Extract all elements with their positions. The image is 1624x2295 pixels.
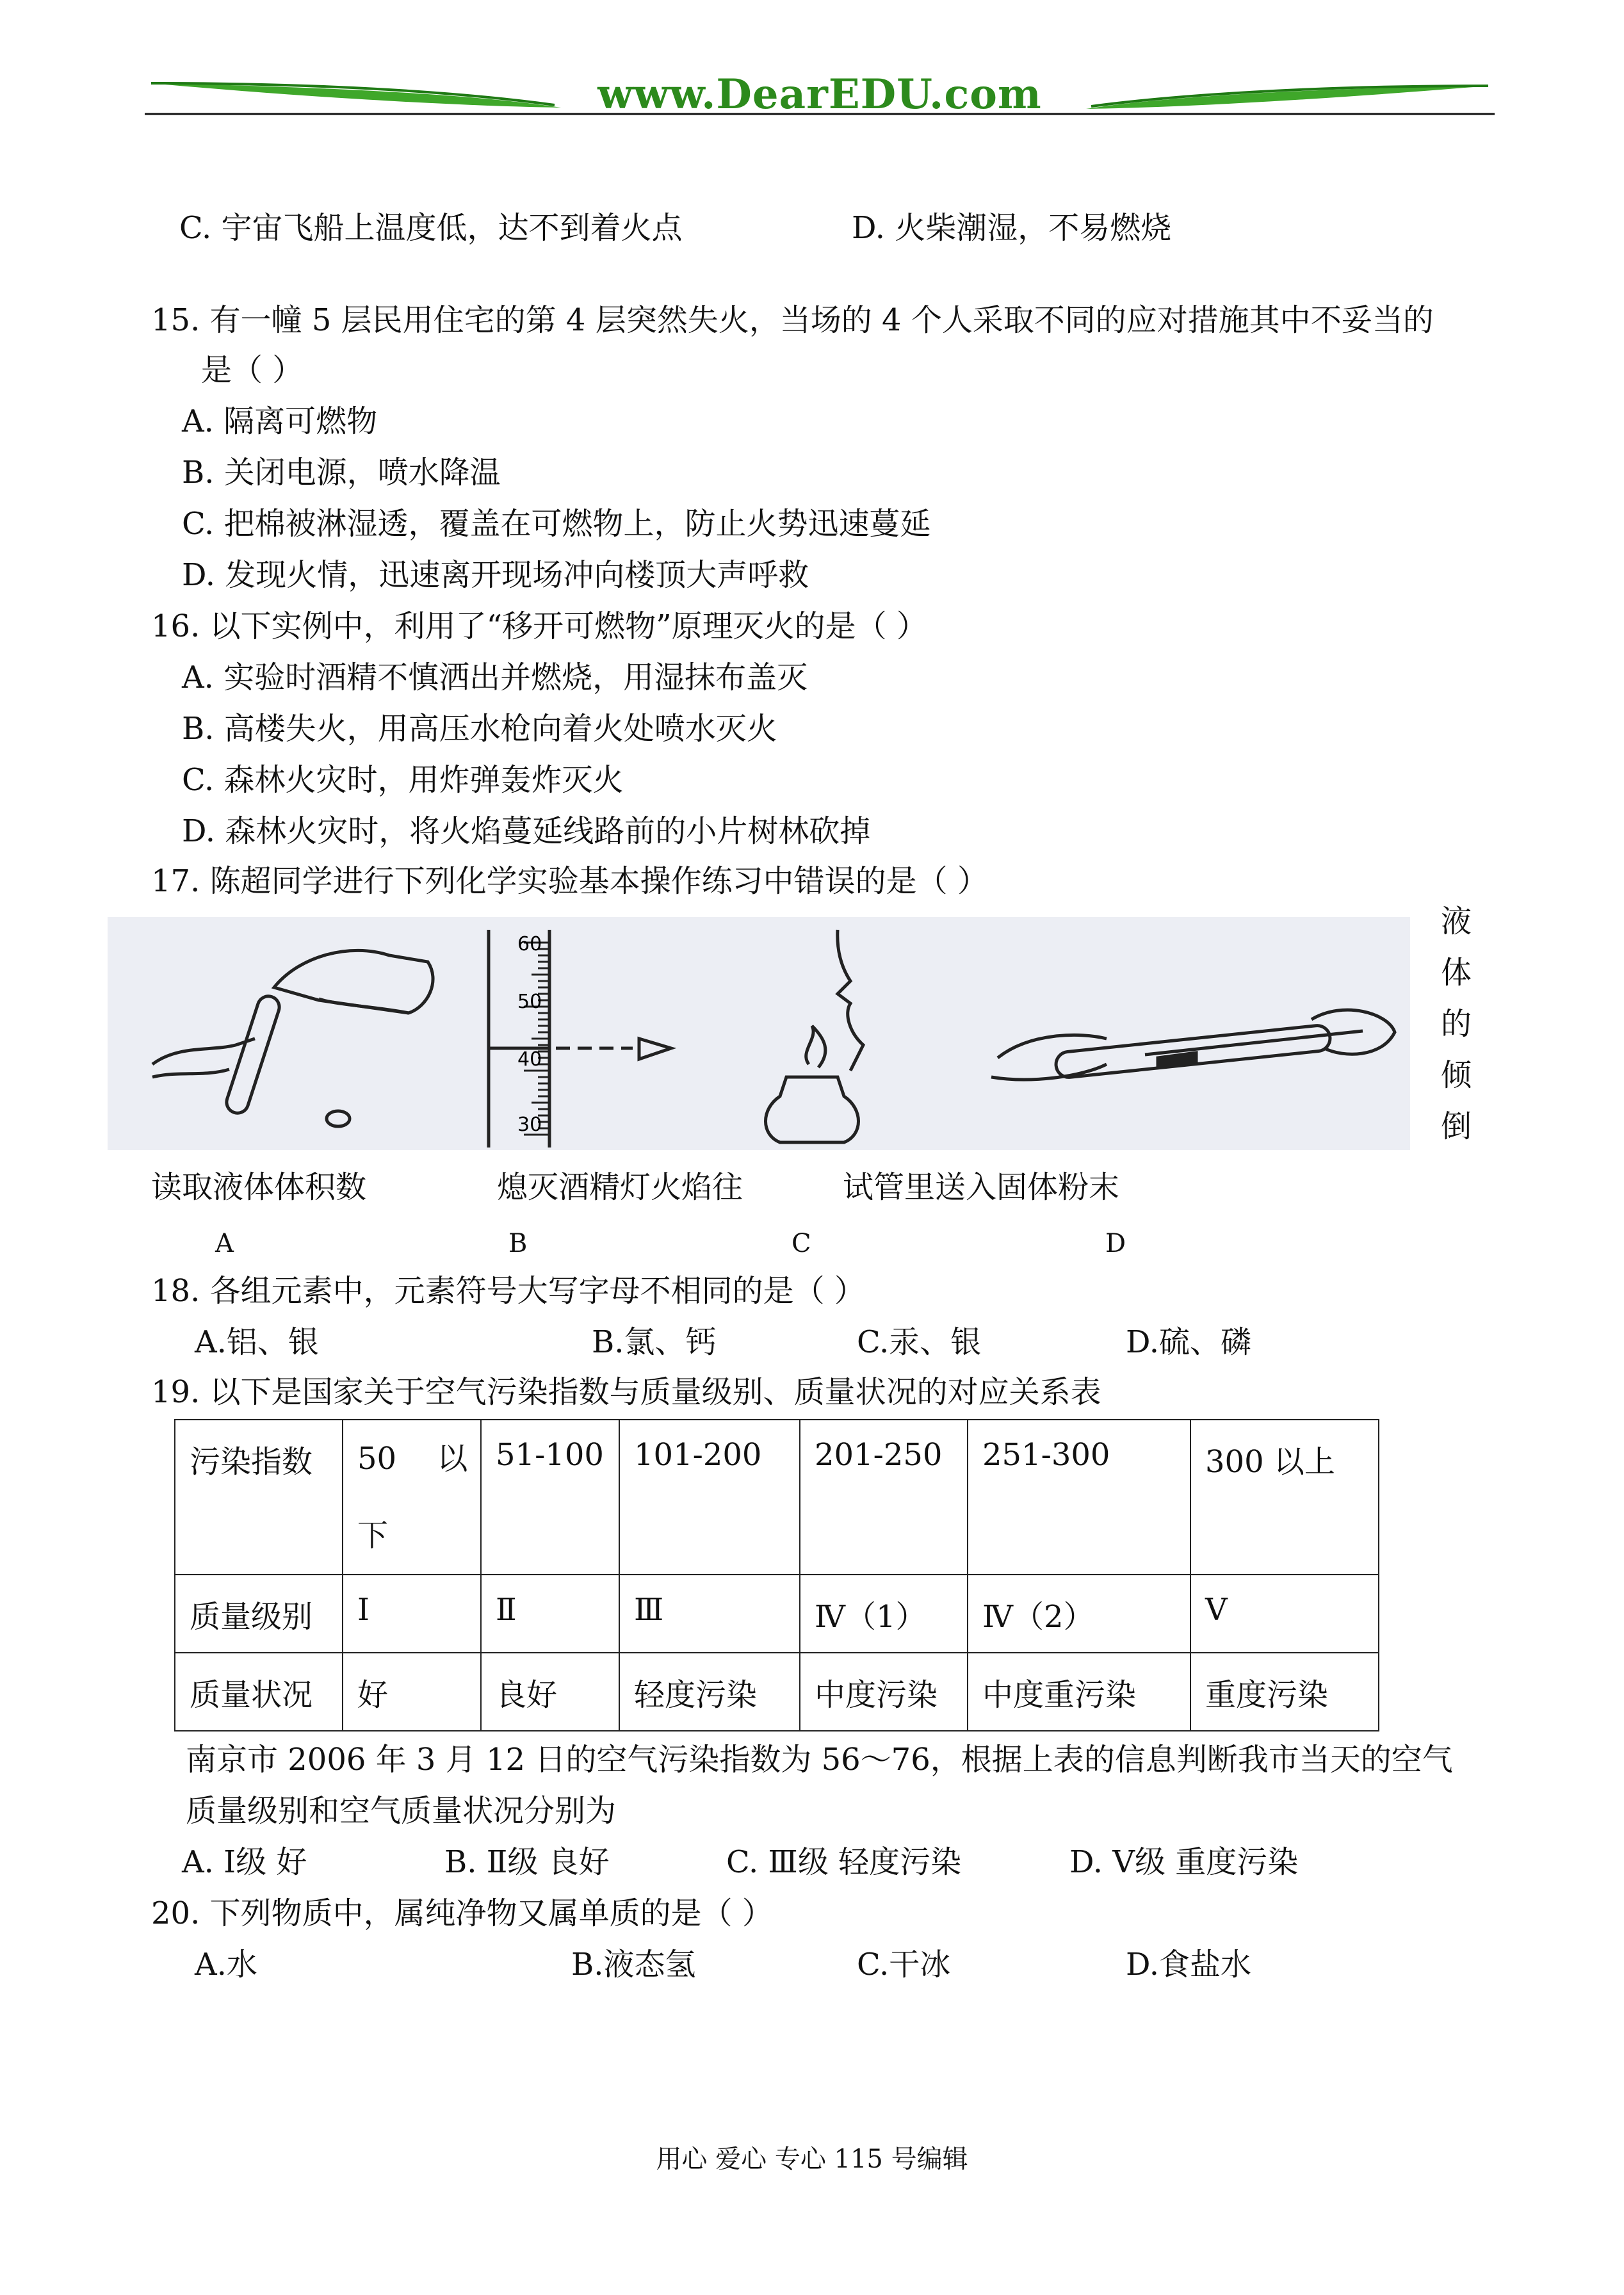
lab-operations-figure xyxy=(108,917,1410,1150)
q17-vertical-char-5: 倒 xyxy=(1441,1108,1472,1144)
q17-stem: 17. 陈超同学进行下列化学实验基本操作练习中错误的是（ ） xyxy=(151,863,988,899)
q19-option-b: B. Ⅱ级 良好 xyxy=(444,1844,610,1880)
table-cell: 201-250 xyxy=(800,1420,968,1575)
q16-stem: 16. 以下实例中，利用了“移开可燃物”原理灭火的是（ ） xyxy=(151,608,927,644)
q19-paragraph-line1: 南京市 2006 年 3 月 12 日的空气污染指数为 56～76，根据上表的信息判断我市当天的空气 xyxy=(186,1742,1453,1778)
q19-option-d: D. Ⅴ级 重度污染 xyxy=(1069,1844,1299,1880)
eye-sight-line-icon xyxy=(556,1039,671,1059)
q17-vertical-char-3: 的 xyxy=(1441,1006,1472,1042)
q15-option-c: C. 把棉被淋湿透，覆盖在可燃物上，防止火势迅速蔓延 xyxy=(182,506,931,542)
table-cell: Ⅳ（2） xyxy=(968,1575,1190,1653)
q14-option-d: D. 火柴潮湿，不易燃烧 xyxy=(852,210,1172,246)
q16-option-a: A. 实验时酒精不慎洒出并燃烧，用湿抹布盖灭 xyxy=(182,660,808,695)
table-cell: Ⅱ xyxy=(481,1575,619,1653)
q19-stem: 19. 以下是国家关于空气污染指数与质量级别、质量状况的对应关系表 xyxy=(151,1374,1101,1410)
header-banner xyxy=(145,61,1495,126)
q15-option-d: D. 发现火情，迅速离开现场冲向楼顶大声呼救 xyxy=(182,557,809,593)
q20-option-d: D.食盐水 xyxy=(1126,1947,1252,1983)
site-logo: www.DearEDU.com xyxy=(597,70,1042,118)
table-cell: Ⅳ（1） xyxy=(800,1575,968,1653)
q19-paragraph-line2: 质量级别和空气质量状况分别为 xyxy=(186,1793,617,1829)
tick-label-30: 30 xyxy=(517,1114,542,1136)
table-row-index xyxy=(175,1420,1379,1575)
q19-option-c: C. Ⅲ级 轻度污染 xyxy=(726,1844,962,1880)
table-cell: Ⅲ xyxy=(619,1575,800,1653)
table-cell: 51-100 xyxy=(481,1420,619,1575)
q14-option-c: C. 宇宙飞船上温度低，达不到着火点 xyxy=(179,210,683,246)
q18-stem: 18. 各组元素中，元素符号大写字母不相同的是（ ） xyxy=(151,1273,865,1309)
test-tube-pouring-icon xyxy=(152,950,433,1126)
q18-option-a: A.铝、银 xyxy=(195,1324,319,1360)
q19-option-a: A. Ⅰ级 好 xyxy=(182,1844,307,1880)
q17-vertical-char-4: 倾 xyxy=(1441,1057,1472,1093)
table-cell: 好 xyxy=(343,1653,481,1731)
table-cell: Ⅰ xyxy=(343,1575,481,1653)
table-cell: 50 以 下 xyxy=(343,1420,481,1575)
q20-option-c: C.干冰 xyxy=(857,1947,951,1983)
q17-letter-d: D xyxy=(1105,1229,1126,1258)
q17-caption-a: 读取液体体积数 xyxy=(151,1169,367,1205)
table-row-level xyxy=(175,1575,1379,1653)
q18-option-d: D.硫、磷 xyxy=(1126,1324,1252,1360)
table-cell: 251-300 xyxy=(968,1420,1190,1575)
test-tube-powder-icon xyxy=(991,1010,1395,1080)
q20-option-b: B.液态氢 xyxy=(571,1947,696,1983)
q20-stem: 20. 下列物质中，属纯净物又属单质的是（ ） xyxy=(151,1895,773,1931)
table-cell: 中度污染 xyxy=(800,1653,968,1731)
q16-option-b: B. 高楼失火，用高压水枪向着火处喷水灭火 xyxy=(182,711,777,747)
alcohol-lamp-face-icon xyxy=(766,930,864,1142)
table-cell: 轻度污染 xyxy=(619,1653,800,1731)
table-cell: 质量级别 xyxy=(175,1575,343,1653)
q15-option-a: A. 隔离可燃物 xyxy=(182,403,378,439)
tick-label-50: 50 xyxy=(517,991,542,1013)
table-cell: 101-200 xyxy=(619,1420,800,1575)
q20-option-a: A.水 xyxy=(195,1947,257,1983)
q17-caption-c: 试管里送入固体粉末 xyxy=(843,1169,1120,1205)
table-cell: 良好 xyxy=(481,1653,619,1731)
table-cell: 300 以上 xyxy=(1190,1420,1379,1575)
q15-stem-line2: 是（ ） xyxy=(201,352,304,388)
air-quality-table xyxy=(174,1419,1379,1731)
q17-vertical-char-1: 液 xyxy=(1441,904,1472,939)
table-cell: 重度污染 xyxy=(1190,1653,1379,1731)
q17-caption-b: 熄灭酒精灯火焰往 xyxy=(497,1169,743,1205)
table-cell: 中度重污染 xyxy=(968,1653,1190,1731)
q17-vertical-char-2: 体 xyxy=(1441,955,1472,991)
table-cell: Ⅴ xyxy=(1190,1575,1379,1653)
q16-option-d: D. 森林火灾时，将火焰蔓延线路前的小片树林砍掉 xyxy=(182,813,871,849)
page-footer: 用心 爱心 专心 115 号编辑 xyxy=(656,2145,968,2174)
q15-option-b: B. 关闭电源，喷水降温 xyxy=(182,455,501,491)
tick-label-60: 60 xyxy=(517,933,542,955)
q18-option-c: C.汞、银 xyxy=(857,1324,982,1360)
q18-option-b: B.氯、钙 xyxy=(592,1324,717,1360)
q16-option-c: C. 森林火灾时，用炸弹轰炸灭火 xyxy=(182,762,624,798)
table-row-status xyxy=(175,1653,1379,1731)
q15-stem-line1: 15. 有一幢 5 层民用住宅的第 4 层突然失火，当场的 4 个人采取不同的应对措施其中不妥当的 xyxy=(151,302,1434,338)
table-cell: 质量状况 xyxy=(175,1653,343,1731)
q17-letter-a: A xyxy=(215,1229,234,1258)
tick-label-40: 40 xyxy=(517,1048,542,1071)
q17-letter-c: C xyxy=(792,1229,811,1258)
q17-letter-b: B xyxy=(508,1229,528,1258)
table-cell: 污染指数 xyxy=(175,1420,343,1575)
